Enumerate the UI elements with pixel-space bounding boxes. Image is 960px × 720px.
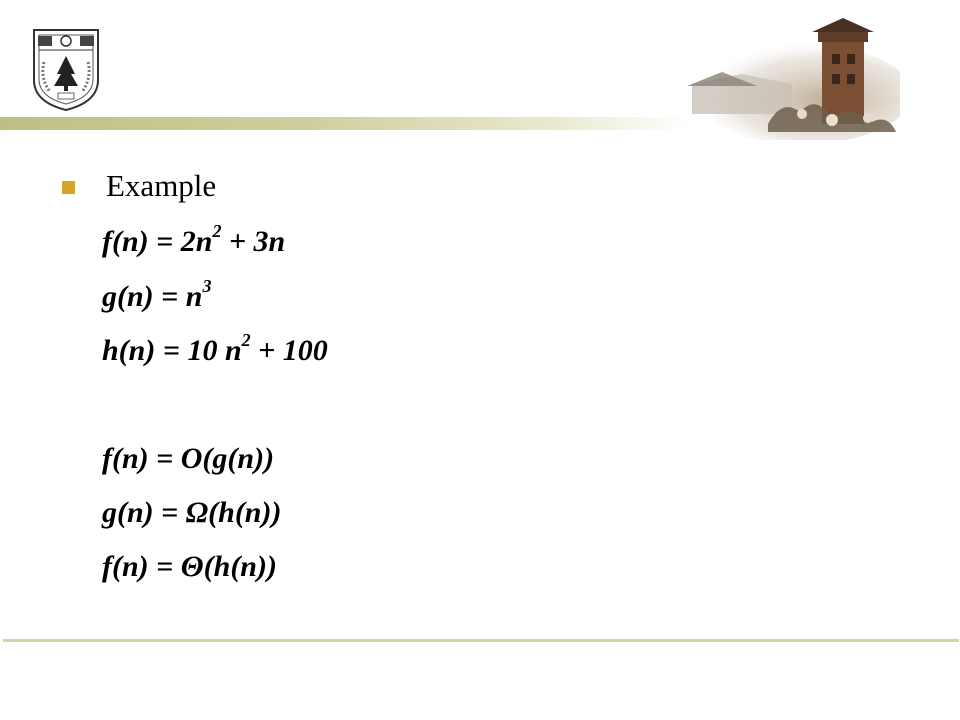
formula-h <box>102 330 328 369</box>
formula-f-exponent: 2 <box>212 221 222 241</box>
formula-f-lhs: f(n) = 2n <box>102 225 213 258</box>
university-logo-icon <box>30 26 102 112</box>
campus-photo-icon <box>682 14 900 140</box>
relation-big-omega: g(n) = Ω(h(n)) <box>102 496 282 529</box>
formula-g-lhs: g(n) = n <box>102 280 203 313</box>
formula-g-exponent: 3 <box>202 276 212 296</box>
formula-h-rhs: + 100 <box>250 334 328 367</box>
formula-h-exponent: 2 <box>241 330 251 350</box>
relation-big-theta: f(n) = Θ(h(n)) <box>102 550 277 583</box>
formula-f <box>102 221 286 260</box>
footer-divider <box>3 639 959 642</box>
formula-h-lhs: h(n) = 10 n <box>102 334 242 367</box>
relation-big-o: f(n) = O(g(n)) <box>102 442 275 475</box>
header-band <box>0 117 690 130</box>
formula-f-rhs: + 3n <box>221 225 286 258</box>
slide-title: Example <box>106 168 217 203</box>
bullet-square-icon <box>62 181 75 194</box>
formula-g <box>102 276 212 315</box>
